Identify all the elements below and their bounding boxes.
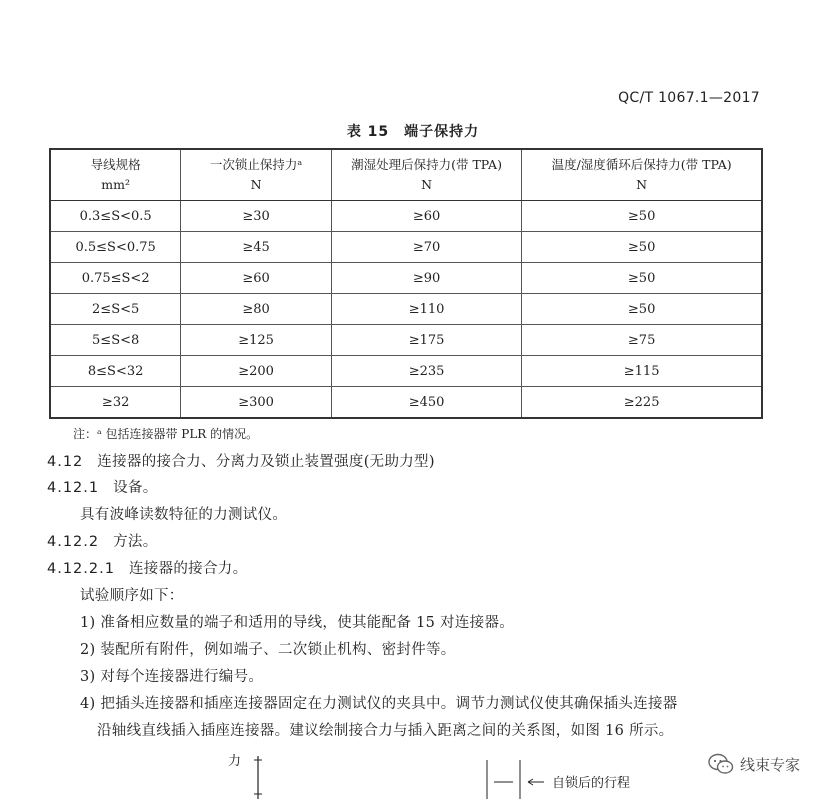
paragraph: 具有波峰读数特征的力测试仪。 (80, 507, 288, 523)
section-4-12-heading (47, 450, 435, 471)
wechat-icon (708, 753, 734, 775)
y-axis-label: 力 (228, 754, 242, 769)
table-cell: ≥200 (181, 356, 332, 387)
table-cell: ≥75 (522, 325, 762, 356)
table-cell: ≥450 (331, 387, 521, 419)
list-item-continuation: 沿轴线直线插入插座连接器。建议绘制接合力与插入距离之间的关系图，如图 16 所示。 (97, 723, 674, 739)
terminal-retention-table (49, 148, 763, 419)
table-cell: 0.75≤S<2 (50, 263, 181, 294)
table-note: 注：ᵃ 包括连接器带 PLR 的情况。 (73, 427, 259, 441)
table-cell: 5≤S<8 (50, 325, 181, 356)
table-cell: ≥110 (331, 294, 521, 325)
table-cell: ≥50 (522, 232, 762, 263)
table-row (50, 356, 762, 387)
table-cell: 2≤S<5 (50, 294, 181, 325)
table-cell: ≥80 (181, 294, 332, 325)
list-item: 3) 对每个连接器进行编号。 (80, 669, 264, 685)
table-title: 表 15 端子保持力 (346, 124, 480, 140)
section-4-12-2-heading (47, 530, 158, 551)
table-cell: 8≤S<32 (50, 356, 181, 387)
table-cell: ≥50 (522, 263, 762, 294)
table-row (50, 232, 762, 263)
table-cell: ≥90 (331, 263, 521, 294)
paragraph: 试验顺序如下： (80, 588, 184, 604)
section-number: 4.12.2 (47, 534, 100, 550)
column-header-temp-humidity-cycle: 温度/湿度循环后保持力(带 TPA) N (522, 149, 762, 201)
section-title: 设备。 (113, 480, 158, 496)
section-number: 4.12 (47, 454, 84, 470)
table-row (50, 294, 762, 325)
table-cell: ≥50 (522, 294, 762, 325)
table-row (50, 263, 762, 294)
section-number: 4.12.1 (47, 480, 100, 496)
table-cell: ≥60 (331, 201, 521, 232)
table-row (50, 387, 762, 419)
table-cell: ≥300 (181, 387, 332, 419)
list-item: 4) 把插头连接器和插座连接器固定在力测试仪的夹具中。调节力测试仪使其确保插头连接器 (80, 696, 678, 712)
list-item: 1) 准备相应数量的端子和适用的导线，使其能配备 15 对连接器。 (80, 615, 515, 631)
table-cell: 0.3≤S<0.5 (50, 201, 181, 232)
table-cell: ≥32 (50, 387, 181, 419)
arrow-icon (528, 779, 544, 785)
table-cell: ≥45 (181, 232, 332, 263)
section-title: 连接器的接合力。 (128, 561, 248, 577)
section-title: 连接器的接合力、分离力及锁止装置强度(无助力型) (97, 454, 435, 470)
figure-16-partial (0, 752, 826, 799)
table-row (50, 325, 762, 356)
column-header-primary-lock: 一次锁止保持力ᵃ N (181, 149, 332, 201)
section-4-12-2-1-heading (47, 557, 247, 578)
table-header-row (50, 149, 762, 201)
list-item: 2) 装配所有附件，例如端子、二次锁止机构、密封件等。 (80, 642, 456, 658)
column-header-wire-spec: 导线规格 mm² (50, 149, 181, 201)
table-cell: ≥125 (181, 325, 332, 356)
table-row (50, 201, 762, 232)
table-cell: ≥175 (331, 325, 521, 356)
standard-code: QC/T 1067.1—2017 (618, 90, 760, 106)
section-number: 4.12.2.1 (47, 561, 115, 577)
table-cell: ≥235 (331, 356, 521, 387)
section-title: 方法。 (113, 534, 158, 550)
table-cell: ≥225 (522, 387, 762, 419)
travel-label: 自锁后的行程 (552, 776, 631, 791)
table-cell: ≥60 (181, 263, 332, 294)
table-cell: ≥115 (522, 356, 762, 387)
table-cell: ≥30 (181, 201, 332, 232)
table-cell: ≥70 (331, 232, 521, 263)
watermark (708, 752, 800, 776)
column-header-humidity: 潮湿处理后保持力(带 TPA) N (331, 149, 521, 201)
table-cell: 0.5≤S<0.75 (50, 232, 181, 263)
section-4-12-1-heading (47, 476, 158, 497)
watermark-text: 线束专家 (739, 755, 800, 774)
table-cell: ≥50 (522, 201, 762, 232)
